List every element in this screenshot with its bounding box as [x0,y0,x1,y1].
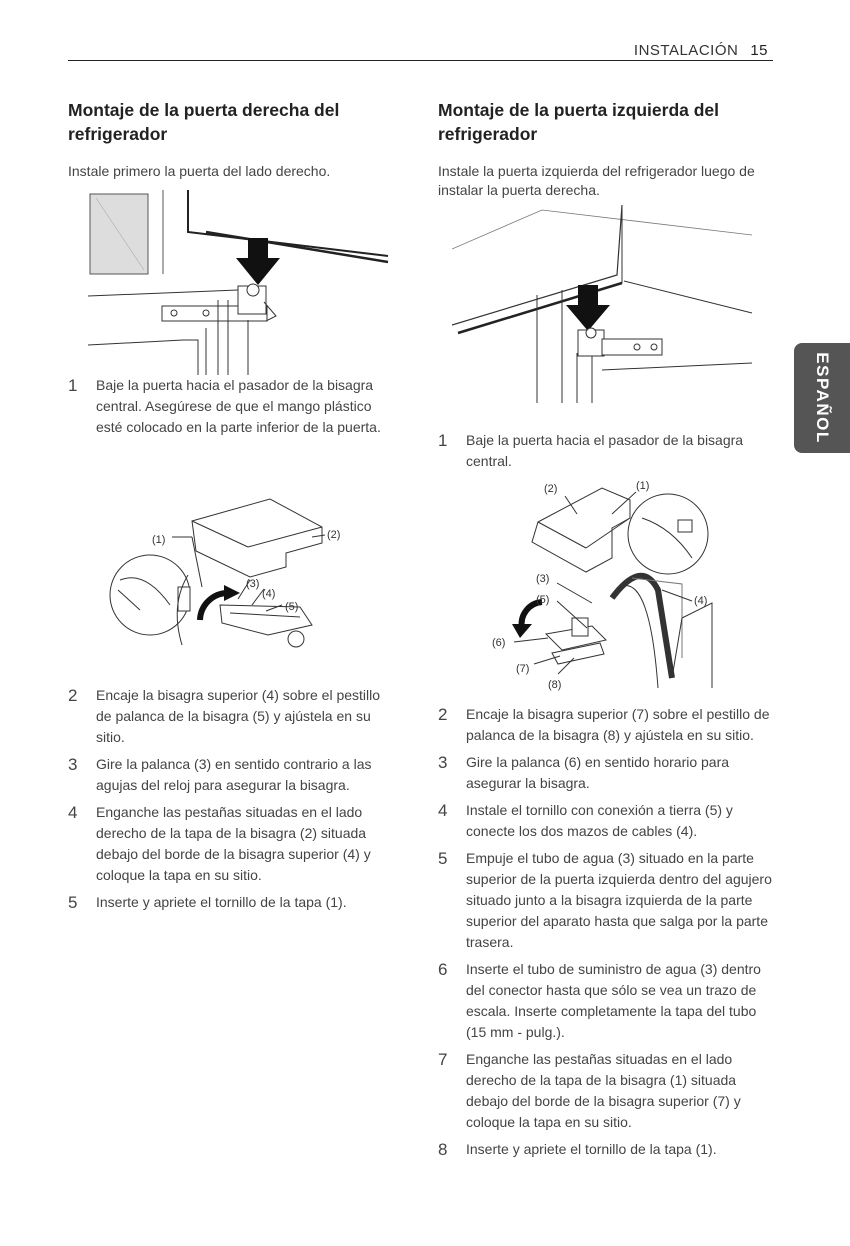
right-step-5 [438,848,778,953]
step-number: 4 [438,801,448,820]
step-text: Gire la palanca (6) en sentido horario para asegurar la bisagra. [466,754,730,791]
step-number: 3 [438,753,448,772]
label-2: (2) [327,529,341,541]
language-tab [794,343,850,453]
left-steps-block [68,685,398,913]
step-text: Inserte y apriete el tornillo de la tapa (1). [466,1141,717,1157]
step-text: Inserte y apriete el tornillo de la tapa (1). [96,894,347,910]
step-number: 6 [438,960,448,979]
step-text: Inserte el tubo de suministro de agua (3) dentro del conector hasta que sólo se vea un trazo de escala. Inserte completamente la tapa del tubo (15 mm - pulg.). [466,961,761,1040]
header-rule [68,60,773,61]
step-number: 8 [438,1140,448,1159]
label-4: (4) [262,588,276,600]
right-step-3 [438,752,778,794]
right-step-1-block [438,430,778,472]
left-door-section [438,98,778,200]
left-step-4 [68,802,398,886]
left-step-1 [68,375,398,438]
left-step-3 [68,754,398,796]
label-6: (6) [492,637,506,649]
label-5: (5) [285,601,299,613]
right-step-1 [438,430,778,472]
right-step-6 [438,959,778,1043]
label-1: (1) [636,480,650,492]
step-number: 3 [68,755,78,774]
right-door-title: Montaje de la puerta derecha del refrigerador [68,100,340,144]
label-7: (7) [516,663,530,675]
label-8: (8) [548,679,562,691]
step-number: 4 [68,803,78,822]
right-hinge-cover-figure [100,495,370,660]
step-number: 5 [438,849,448,868]
left-hinge-assembly-figure [482,478,732,700]
step-text: Encaje la bisagra superior (4) sobre el pestillo de palanca de la bisagra (5) y ajústela en su sitio. [96,687,381,745]
left-step-5 [68,892,398,913]
left-step-1-block [68,375,398,438]
left-door-intro: Instale la puerta izquierda del refrigerador luego de instalar la puerta derecha. [438,163,755,198]
right-step-4 [438,800,778,842]
step-text: Instale el tornillo con conexión a tierra (5) y conecte los dos mazos de cables (4). [466,802,733,839]
step-text: Empuje el tubo de agua (3) situado en la parte superior de la puerta izquierda dentro del agujero situado junto a la bisagra izquierda de la parte superior del aparato hasta que salga por la parte trasera. [466,850,772,950]
right-door-section [68,98,398,181]
right-step-7 [438,1049,778,1133]
label-3: (3) [246,578,260,590]
step-number: 1 [438,431,448,450]
label-4: (4) [694,595,708,607]
step-number: 7 [438,1050,448,1069]
label-2: (2) [544,483,558,495]
step-number: 2 [68,686,78,705]
left-step-2 [68,685,398,748]
right-step-8 [438,1139,778,1160]
right-steps-block [438,704,778,1160]
left-door-hinge-figure [452,205,757,405]
right-door-hinge-figure [88,190,393,375]
step-number: 1 [68,376,78,395]
page-header [634,42,768,59]
label-1: (1) [152,534,166,546]
step-text: Baje la puerta hacia el pasador de la bisagra central. Asegúrese de que el mango plástico esté colocado en la parte inferior de la puerta. [96,377,381,435]
step-text: Baje la puerta hacia el pasador de la bisagra central. [466,432,744,469]
page-number: 15 [750,42,768,59]
step-number: 2 [438,705,448,724]
step-number: 5 [68,893,78,912]
step-text: Enganche las pestañas situadas en el lado derecho de la tapa de la bisagra (2) situada debajo del borde de la bisagra superior (4) y coloque la tapa en su sitio. [96,804,371,883]
step-text: Encaje la bisagra superior (7) sobre el pestillo de palanca de la bisagra (8) y ajústela en su sitio. [466,706,770,743]
language-tab-label: ESPAÑOL [813,352,832,444]
right-door-intro: Instale primero la puerta del lado derecho. [68,163,331,179]
step-text: Gire la palanca (3) en sentido contrario a las agujas del reloj para asegurar la bisagra. [96,756,372,793]
step-text: Enganche las pestañas situadas en el lado derecho de la tapa de la bisagra (1) situada debajo del borde de la bisagra superior (7) y coloque la tapa en su sitio. [466,1051,741,1130]
right-step-2 [438,704,778,746]
label-5: (5) [536,594,550,606]
section-title: INSTALACIÓN [633,42,739,59]
label-3: (3) [536,573,550,585]
left-door-title: Montaje de la puerta izquierda del refrigerador [438,100,720,144]
